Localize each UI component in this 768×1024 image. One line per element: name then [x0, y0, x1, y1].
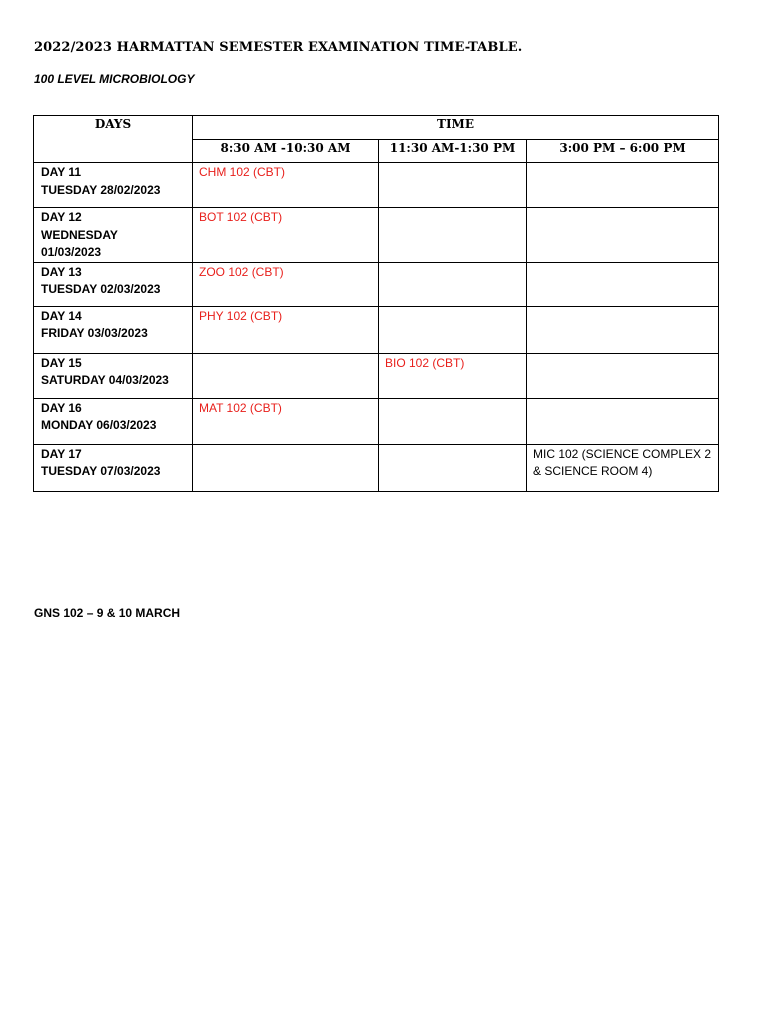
- exam-cell: [379, 444, 527, 491]
- slot-header-1: 8:30 AM -10:30 AM: [193, 140, 379, 163]
- table-row: [34, 306, 719, 353]
- table-row: [34, 163, 719, 208]
- slot-header-3: 3:00 PM – 6:00 PM: [527, 140, 719, 163]
- exam-cell: [527, 208, 719, 263]
- day-label: DAY 17: [41, 446, 82, 461]
- document-subtitle: 100 LEVEL MICROBIOLOGY: [34, 72, 195, 86]
- exam-cell: [527, 306, 719, 353]
- exam-cell: [379, 306, 527, 353]
- exam-cell: [379, 163, 527, 208]
- day-label: DAY 13: [41, 264, 82, 279]
- days-header: DAYS: [34, 116, 193, 163]
- exam-cell: CHM 102 (CBT): [193, 163, 379, 208]
- exam-cell: [193, 353, 379, 398]
- exam-cell: [379, 262, 527, 306]
- day-date: TUESDAY 02/03/2023: [41, 282, 161, 296]
- exam-timetable: [33, 115, 719, 492]
- day-date: WEDNESDAY 01/03/2023: [41, 227, 118, 259]
- day-cell: [34, 353, 193, 398]
- day-date: FRIDAY 03/03/2023: [41, 326, 148, 340]
- table-row: [34, 398, 719, 444]
- exam-cell: MIC 102 (SCIENCE COMPLEX 2 & SCIENCE ROOM 4): [527, 444, 719, 491]
- day-cell: [34, 208, 193, 263]
- day-cell: [34, 163, 193, 208]
- exam-cell: [527, 262, 719, 306]
- day-date: MONDAY 06/03/2023: [41, 418, 157, 432]
- table-row: [34, 444, 719, 491]
- day-cell: [34, 306, 193, 353]
- day-cell: [34, 262, 193, 306]
- day-date: SATURDAY 04/03/2023: [41, 373, 169, 387]
- time-header: TIME: [193, 116, 719, 140]
- day-label: DAY 11: [41, 165, 82, 179]
- day-date: TUESDAY 07/03/2023: [41, 464, 161, 478]
- exam-cell: [527, 398, 719, 444]
- slot-header-2: 11:30 AM-1:30 PM: [379, 140, 527, 163]
- day-label: DAY 12: [41, 210, 82, 224]
- exam-cell: [379, 208, 527, 263]
- table-row: [34, 262, 719, 306]
- day-label: DAY 16: [41, 400, 82, 415]
- document-title: 2022/2023 HARMATTAN SEMESTER EXAMINATION TIME-TABLE.: [34, 40, 523, 55]
- day-label: DAY 14: [41, 308, 82, 323]
- exam-cell: PHY 102 (CBT): [193, 306, 379, 353]
- exam-cell: [379, 398, 527, 444]
- day-cell: [34, 398, 193, 444]
- exam-cell: MAT 102 (CBT): [193, 398, 379, 444]
- footnote: GNS 102 – 9 & 10 MARCH: [34, 606, 181, 620]
- day-label: DAY 15: [41, 355, 82, 370]
- table-row: [34, 208, 719, 263]
- exam-cell: BOT 102 (CBT): [193, 208, 379, 263]
- table-row: [34, 353, 719, 398]
- exam-cell: BIO 102 (CBT): [379, 353, 527, 398]
- header-row: [34, 116, 719, 140]
- day-date: TUESDAY 28/02/2023: [41, 182, 161, 197]
- exam-cell: [193, 444, 379, 491]
- exam-cell: [527, 163, 719, 208]
- exam-cell: [527, 353, 719, 398]
- exam-cell: ZOO 102 (CBT): [193, 262, 379, 306]
- day-cell: [34, 444, 193, 491]
